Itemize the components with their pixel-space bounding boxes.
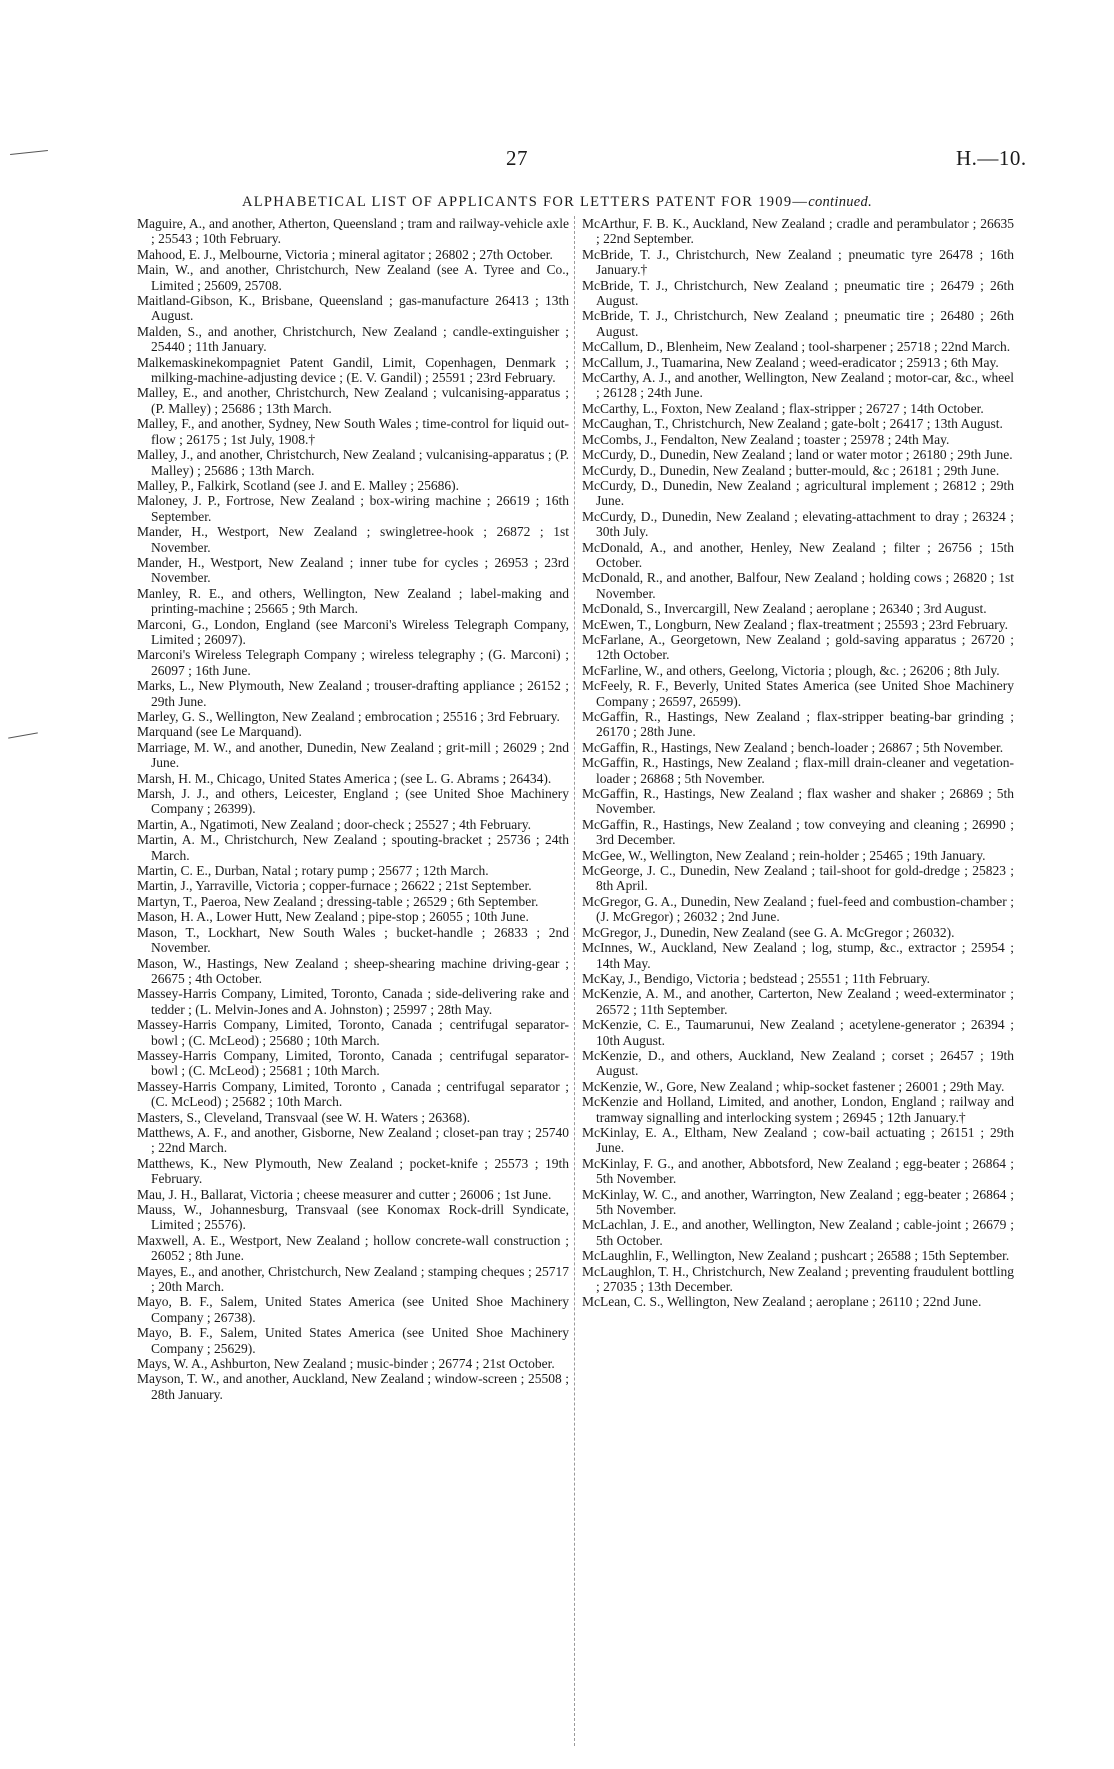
applicant-entry: Massey-Harris Company, Limited, Toronto, Canada ; side-delivering rake and tedder ; (L. Melvin-Jones and A. Johnston) ; 25997 ; 28th May. [137,986,569,1017]
applicant-entry: Marconi's Wireless Telegraph Company ; wireless telegraphy ; (G. Marconi) ; 26097 ; 16th June. [137,647,569,678]
applicant-entry: Malley, F., and another, Sydney, New South Wales ; time-control for liquid out-flow ; 26175 ; 1st July, 1908.† [137,416,569,447]
applicant-entry: McGregor, J., Dunedin, New Zealand (see G. A. McGregor ; 26032). [582,924,955,940]
applicant-entry: Malley, J., and another, Christchurch, New Zealand ; vulcanising-apparatus ; (P. Malley) ; 25686 ; 13th March. [137,447,569,478]
applicant-entry: Massey-Harris Company, Limited, Toronto, Canada ; centrifugal separator-bowl ; (C. McLeod) ; 25681 ; 10th March. [137,1047,569,1079]
applicant-entry: Massey-Harris Company, Limited, Toronto, Canada ; centrifugal separator-bowl ; (C. McLeod) ; 25680 ; 10th March. [137,1017,569,1048]
applicant-entry: McKinlay, E. A., Eltham, New Zealand ; cow-bail actuating ; 26151 ; 29th June. [582,1124,1014,1156]
applicant-entry: Mason, W., Hastings, New Zealand ; sheep-shearing machine driving-gear ; 26675 ; 4th October. [137,955,569,986]
applicant-entry: McGeorge, J. C., Dunedin, New Zealand ; tail-shoot for gold-dredge ; 25823 ; 8th April. [582,863,1014,894]
applicant-entry: Masters, S., Cleveland, Transvaal (see W. H. Waters ; 26368). [137,1109,471,1125]
applicant-entry: Mays, W. A., Ashburton, New Zealand ; music-binder ; 26774 ; 21st October. [137,1356,555,1372]
applicant-entry: Maitland-Gibson, K., Brisbane, Queensland ; gas-manufacture 26413 ; 13th August. [137,293,569,324]
applicant-entry: Manley, R. E., and others, Wellington, New Zealand ; label-making and printing-machine ; 25665 ; 9th March. [137,585,569,617]
applicant-entry: McDonald, R., and another, Balfour, New Zealand ; holding cows ; 26820 ; 1st November. [582,570,1014,601]
applicant-entry: McKenzie and Holland, Limited, and another, London, England ; railway and tramway signalling and interlocking system ; 26945 ; 12th January.† [582,1094,1014,1125]
applicant-entry: Marconi, G., London, England (see Marconi's Wireless Telegraph Company, Limited ; 26097). [137,616,569,647]
applicant-entry: Malley, E., and another, Christchurch, New Zealand ; vulcanising-apparatus ; (P. Malley) ; 25686 ; 13th March. [137,385,569,416]
applicant-entry: Malley, P., Falkirk, Scotland (see J. and E. Malley ; 25686). [137,477,459,493]
applicant-entry: Mau, J. H., Ballarat, Victoria ; cheese measurer and cutter ; 26006 ; 1st June. [137,1186,552,1202]
applicant-entry: McLaughlon, T. H., Christchurch, New Zealand ; preventing fraudulent bottling ; 27035 ; 13th December. [582,1263,1014,1295]
applicant-entry: McKinlay, F. G., and another, Abbotsford, New Zealand ; egg-beater ; 26864 ; 5th November. [582,1155,1014,1187]
applicant-entry: McGaffin, R., Hastings, New Zealand ; flax-mill drain-cleaner and vegetation-loader ; 26868 ; 5th November. [582,755,1014,786]
applicant-entry: Maloney, J. P., Fortrose, New Zealand ; box-wiring machine ; 26619 ; 16th September. [137,493,569,524]
applicant-entry: McKenzie, W., Gore, New Zealand ; whip-socket fastener ; 26001 ; 29th May. [582,1078,1005,1094]
page-number: 27 [506,146,528,170]
applicant-entry: McEwen, T., Longburn, New Zealand ; flax-treatment ; 25593 ; 23rd February. [582,616,1009,632]
applicant-entry: Mayo, B. F., Salem, United States America (see United Shoe Machinery Company ; 26738). [137,1294,569,1325]
applicant-entry: Mayo, B. F., Salem, United States America (see United Shoe Machinery Company ; 25629). [137,1325,569,1356]
applicant-entry: Marley, G. S., Wellington, New Zealand ; embrocation ; 25516 ; 3rd February. [137,709,560,724]
applicant-entry: Matthews, A. F., and another, Gisborne, New Zealand ; closet-pan tray ; 25740 ; 22nd March. [137,1124,569,1156]
applicant-entry: Martin, J., Yarraville, Victoria ; copper-furnace ; 26622 ; 21st September. [137,878,532,894]
applicant-entry: Malden, S., and another, Christchurch, New Zealand ; candle-extinguisher ; 25440 ; 11th January. [137,323,569,355]
applicant-entry: McCallum, D., Blenheim, New Zealand ; tool-sharpener ; 25718 ; 22nd March. [582,339,1011,355]
applicant-entry: Marquand (see Le Marquand). [137,724,302,740]
applicant-entry: Malkemaskinekompagniet Patent Gandil, Limit, Copenhagen, Denmark ; milking-machine-adjusting device ; (E. V. Gandil) ; 25591 ; 23rd February. [137,354,569,386]
applicant-entry: McKay, J., Bendigo, Victoria ; bedstead ; 25551 ; 11th February. [582,970,931,986]
applicant-entry: McBride, T. J., Christchurch, New Zealand ; pneumatic tire ; 26479 ; 26th August. [582,277,1014,309]
applicant-entry: Martin, C. E., Durban, Natal ; rotary pump ; 25677 ; 12th March. [137,863,489,879]
applicant-entry: Mayes, E., and another, Christchurch, New Zealand ; stamping cheques ; 25717 ; 20th March. [137,1263,569,1295]
applicant-entry: McGaffin, R., Hastings, New Zealand ; bench-loader ; 26867 ; 5th November. [582,739,1004,755]
applicant-entry: McBride, T. J., Christchurch, New Zealand ; pneumatic tire ; 26480 ; 26th August. [582,308,1014,339]
applicant-entry: McCurdy, D., Dunedin, New Zealand ; agricultural implement ; 26812 ; 29th June. [582,477,1014,509]
applicant-entry: McCombs, J., Fendalton, New Zealand ; toaster ; 25978 ; 24th May. [582,431,950,447]
applicant-entry: Martin, A., Ngatimoti, New Zealand ; door-check ; 25527 ; 4th February. [137,816,532,832]
applicant-entry: Mason, H. A., Lower Hutt, New Zealand ; pipe-stop ; 26055 ; 10th June. [137,909,529,925]
right-column [582,216,1014,1310]
applicant-entry: McLachlan, J. E., and another, Wellington, New Zealand ; cable-joint ; 26679 ; 5th October. [582,1217,1014,1248]
list-title [0,194,1114,211]
applicant-entry: McFarline, W., and others, Geelong, Victoria ; plough, &c. ; 26206 ; 8th July. [582,662,1000,678]
applicant-entry: McLean, C. S., Wellington, New Zealand ; aeroplane ; 26110 ; 22nd June. [582,1294,982,1310]
left-column [137,216,569,1402]
applicant-entry: McCurdy, D., Dunedin, New Zealand ; elevating-attachment to dray ; 26324 ; 30th July. [582,508,1014,540]
applicant-entry: McGaffin, R., Hastings, New Zealand ; flax washer and shaker ; 26869 ; 5th November. [582,786,1014,817]
list-title-suffix: continued. [808,194,873,210]
applicant-entry: Mayson, T. W., and another, Auckland, New Zealand ; window-screen ; 25508 ; 28th January. [137,1371,569,1402]
applicant-entry: McKenzie, A. M., and another, Carterton, New Zealand ; weed-exterminator ; 26572 ; 11th September. [582,986,1014,1017]
applicant-entry: McDonald, S., Invercargill, New Zealand ; aeroplane ; 26340 ; 3rd August. [582,601,987,617]
applicant-entry: McCurdy, D., Dunedin, New Zealand ; land or water motor ; 26180 ; 29th June. [582,447,1013,463]
applicant-entry: Marsh, J. J., and others, Leicester, England ; (see United Shoe Machinery Company ; 26399). [137,786,569,817]
applicant-entry: Marsh, H. M., Chicago, United States America ; (see L. G. Abrams ; 26434). [137,770,552,786]
applicant-entry: McGaffin, R., Hastings, New Zealand ; flax-stripper beating-bar grinding ; 26170 ; 28th June. [582,709,1014,740]
applicant-entry: McGee, W., Wellington, New Zealand ; rein-holder ; 25465 ; 19th January. [582,847,986,863]
margin-mark [8,732,38,738]
applicant-entry: Martyn, T., Paeroa, New Zealand ; dressing-table ; 26529 ; 6th September. [137,893,539,909]
applicant-entry: McCarthy, L., Foxton, New Zealand ; flax-stripper ; 26727 ; 14th October. [582,400,984,416]
applicant-entry: Matthews, K., New Plymouth, New Zealand ; pocket-knife ; 25573 ; 19th February. [137,1155,569,1187]
margin-mark [10,150,48,155]
applicant-entry: McCurdy, D., Dunedin, New Zealand ; butter-mould, &c ; 26181 ; 29th June. [582,462,1000,478]
applicant-entry: Mason, T., Lockhart, New South Wales ; bucket-handle ; 26833 ; 2nd November. [137,924,569,956]
applicant-entry: Marriage, M. W., and another, Dunedin, New Zealand ; grit-mill ; 26029 ; 2nd June. [137,739,569,771]
applicant-entry: McArthur, F. B. K., Auckland, New Zealand ; cradle and perambulator ; 26635 ; 22nd September. [582,216,1014,247]
applicant-entry: McKenzie, C. E., Taumarunui, New Zealand ; acetylene-generator ; 26394 ; 10th August. [582,1017,1014,1048]
column-divider [574,216,575,1746]
applicant-entry: McKenzie, D., and others, Auckland, New Zealand ; corset ; 26457 ; 19th August. [582,1047,1014,1079]
applicant-entry: Massey-Harris Company, Limited, Toronto , Canada ; centrifugal separator ; (C. McLeod) ; 25682 ; 10th March. [137,1078,569,1110]
applicant-entry: Mander, H., Westport, New Zealand ; inner tube for cycles ; 26953 ; 23rd November. [137,554,569,586]
document-code: H.—10. [956,146,1027,170]
applicant-entry: McFarlane, A., Georgetown, New Zealand ; gold-saving apparatus ; 26720 ; 12th October. [582,631,1014,663]
applicant-entry: McCarthy, A. J., and another, Wellington, New Zealand ; motor-car, &c., wheel ; 26128 ; 24th June. [582,370,1014,401]
applicant-entry: Mander, H., Westport, New Zealand ; swingletree-hook ; 26872 ; 1st November. [137,524,569,555]
applicant-entry: McInnes, W., Auckland, New Zealand ; log, stump, &c., extractor ; 25954 ; 14th May. [582,940,1014,971]
applicant-entry: McBride, T. J., Christchurch, New Zealand ; pneumatic tyre 26478 ; 16th January.† [582,246,1014,278]
applicant-entry: McFeely, R. F., Beverly, United States America (see United Shoe Machinery Company ; 26597, 26599). [582,678,1014,709]
applicant-entry: McLaughlin, F., Wellington, New Zealand ; pushcart ; 26588 ; 15th September. [582,1248,1010,1264]
applicant-entry: Mauss, W., Johannesburg, Transvaal (see Konomax Rock-drill Syndicate, Limited ; 25576). [137,1202,569,1233]
applicant-entry: McDonald, A., and another, Henley, New Zealand ; filter ; 26756 ; 15th October. [582,539,1014,570]
applicant-entry: McGaffin, R., Hastings, New Zealand ; tow conveying and cleaning ; 26990 ; 3rd December. [582,816,1014,848]
applicant-entry: McCallum, J., Tuamarina, New Zealand ; weed-eradicator ; 25913 ; 6th May. [582,354,999,370]
applicant-entry: McCaughan, T., Christchurch, New Zealand ; gate-bolt ; 26417 ; 13th August. [582,416,1003,432]
applicant-entry: Mahood, E. J., Melbourne, Victoria ; mineral agitator ; 26802 ; 27th October. [137,246,553,262]
applicant-entry: Martin, A. M., Christchurch, New Zealand ; spouting-bracket ; 25736 ; 24th March. [137,832,569,863]
applicant-entry: McGregor, G. A., Dunedin, New Zealand ; fuel-feed and combustion-chamber ; (J. McGregor) ; 26032 ; 2nd June. [582,893,1014,925]
applicant-entry: Main, W., and another, Christchurch, New Zealand (see A. Tyree and Co., Limited ; 25609, 25708. [137,262,569,293]
applicant-entry: Maguire, A., and another, Atherton, Queensland ; tram and railway-vehicle axle ; 25543 ; 10th February. [137,216,569,247]
applicant-entry: Marks, L., New Plymouth, New Zealand ; trouser-drafting appliance ; 26152 ; 29th June. [137,678,569,709]
applicant-entry: McKinlay, W. C., and another, Warrington, New Zealand ; egg-beater ; 26864 ; 5th November. [582,1186,1014,1217]
list-title-main: ALPHABETICAL LIST OF APPLICANTS FOR LETTERS PATENT FOR 1909— [241,194,809,210]
applicant-entry: Maxwell, A. E., Westport, New Zealand ; hollow concrete-wall construction ; 26052 ; 8th June. [137,1232,569,1264]
